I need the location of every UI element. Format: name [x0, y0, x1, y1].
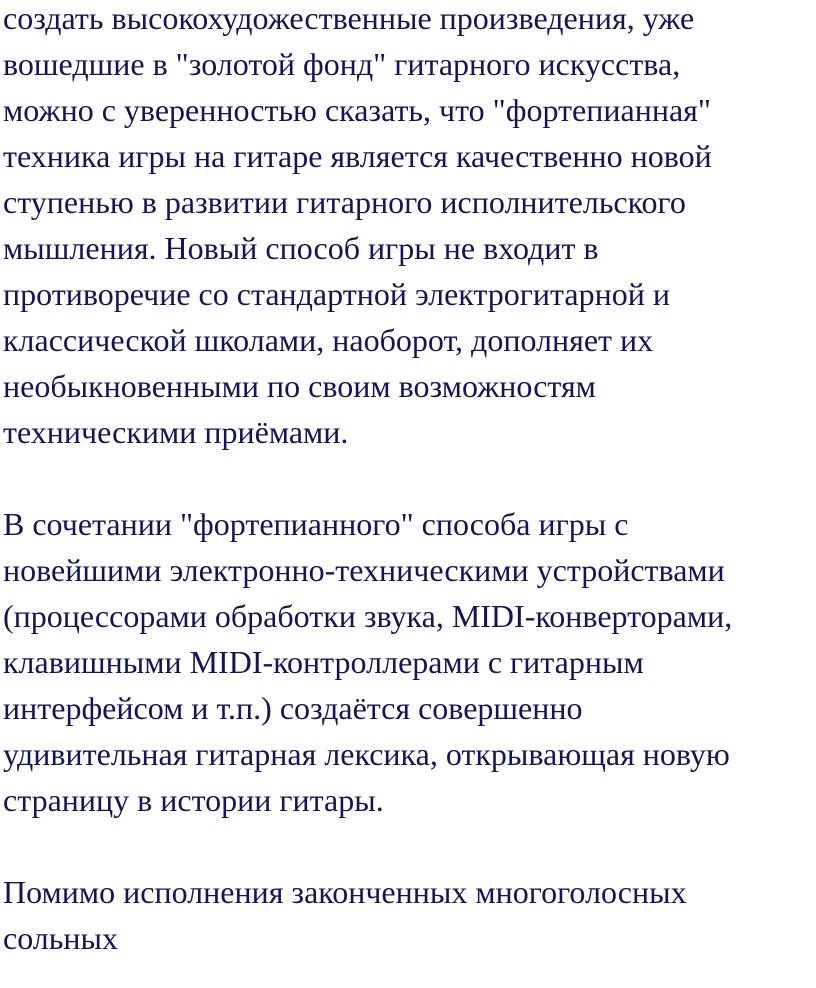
text-line: сольных [3, 920, 118, 956]
text-line: можно с уверенностью сказать, что "фортепианная" [3, 92, 711, 128]
text-line: классической школами, наоборот, дополняет их [3, 322, 654, 358]
document-body [3, 0, 813, 961]
text-line: новейшими электронно-техническими устройствами [3, 552, 725, 588]
paragraph-spacer [3, 823, 813, 869]
text-line: интерфейсом и т.п.) создаётся совершенно [3, 690, 583, 726]
text-line: страницу в истории гитары. [3, 782, 384, 818]
text-line: противоречие со стандартной электрогитарной и [3, 276, 670, 312]
text-line: создать высокохудожественные произведения, уже [3, 0, 695, 36]
text-line: клавишными MIDI-контроллерами с гитарным [3, 644, 644, 680]
paragraph-spacer [3, 455, 813, 501]
paragraph-1 [3, 0, 813, 455]
text-line: ступенью в развитии гитарного исполнительского [3, 184, 686, 220]
text-line: удивительная гитарная лексика, открывающая новую [3, 736, 730, 772]
paragraph-3 [3, 869, 813, 961]
text-line: мышления. Новый способ игры не входит в [3, 230, 599, 266]
paragraph-2 [3, 501, 813, 823]
text-line: техническими приёмами. [3, 414, 349, 450]
text-line: (процессорами обработки звука, MIDI-конверторами, [3, 598, 733, 634]
text-line: техника игры на гитаре является качественно новой [3, 138, 712, 174]
text-line: вошедшие в "золотой фонд" гитарного искусства, [3, 46, 681, 82]
text-line: Помимо исполнения законченных многоголосных [3, 874, 687, 910]
text-line: необыкновенными по своим возможностям [3, 368, 596, 404]
text-line: В сочетании "фортепианного" способа игры с [3, 506, 629, 542]
